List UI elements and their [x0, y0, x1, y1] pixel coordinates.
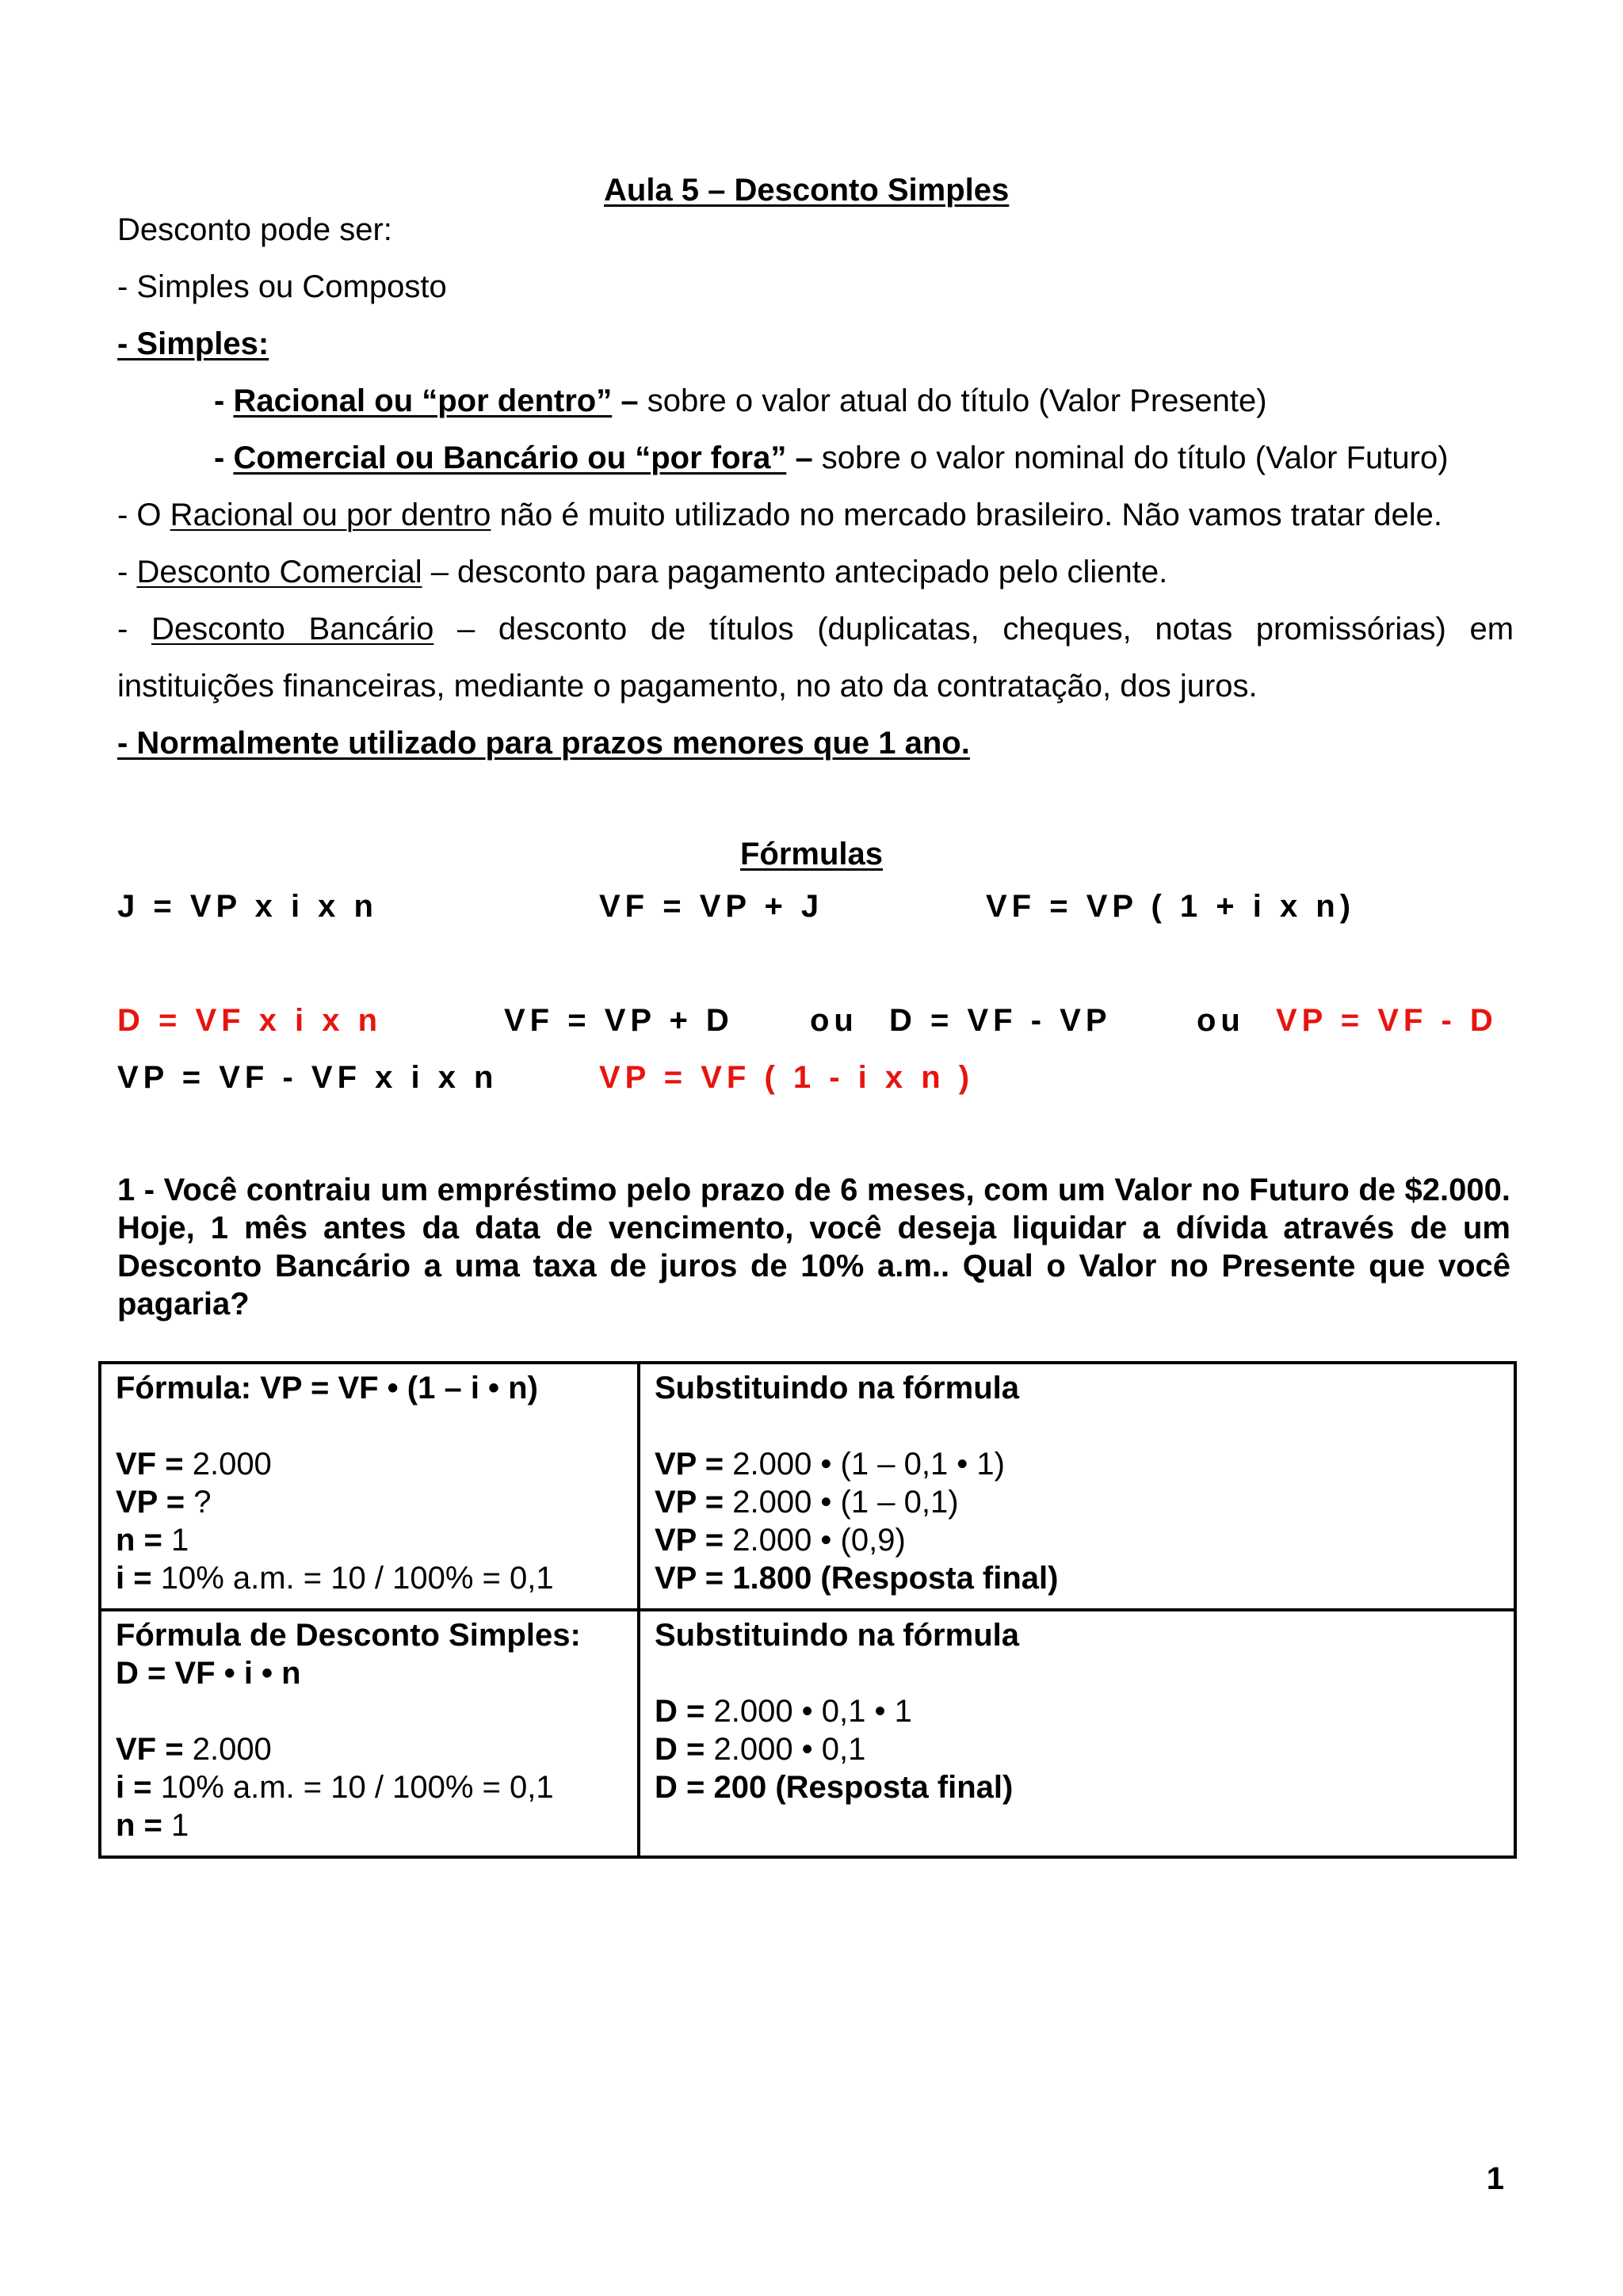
- comercial-dash: –: [786, 441, 813, 475]
- var-value: 2.000: [183, 1447, 272, 1482]
- racional-text: sobre o valor atual do título (Valor Presente): [638, 383, 1267, 418]
- cell-heading-formula: D = VF • i • n: [116, 1656, 301, 1691]
- intro-text: Desconto pode ser:: [117, 212, 392, 247]
- racional-item: [214, 382, 1267, 420]
- var-label: VF =: [116, 1447, 184, 1482]
- var-label: VP =: [116, 1485, 185, 1520]
- page-title: Aula 5 – Desconto Simples: [604, 173, 1010, 208]
- cell-heading: Substituindo na fórmula: [655, 1371, 1019, 1405]
- page-number: 1: [1486, 2161, 1504, 2196]
- cell-substitution-desconto: [639, 1610, 1515, 1857]
- comercial-item: [214, 439, 1449, 477]
- cell-line: [116, 1768, 623, 1806]
- note-prazo: - Normalmente utilizado para prazos menores que 1 ano.: [117, 726, 970, 761]
- cell-line: [116, 1559, 623, 1597]
- cell-line: [116, 1521, 623, 1559]
- solution-table: [98, 1361, 1517, 1859]
- var-label: VF =: [116, 1732, 184, 1767]
- note-bancario-line1: [117, 610, 1514, 648]
- formulas-heading: Fórmulas: [740, 837, 884, 871]
- racional-prefix: -: [214, 383, 234, 418]
- var-label: D =: [655, 1732, 705, 1767]
- cell-line: [116, 1483, 623, 1521]
- racional-term: Racional ou “por dentro”: [233, 383, 613, 418]
- formula-vf-juros-simples: VF = VP ( 1 + i x n): [986, 889, 1356, 924]
- final-answer: D = 200 (Resposta final): [655, 1770, 1014, 1805]
- formula-ou-1: ou: [810, 1003, 858, 1038]
- note-bancario-text1: – desconto de títulos (duplicatas, cheques, notas promissórias) em: [433, 612, 1514, 646]
- var-label: VP =: [655, 1447, 724, 1482]
- formula-d-vf-vp: D = VF - VP: [889, 1003, 1112, 1038]
- var-value: 2.000 • (1 – 0,1 • 1): [724, 1447, 1005, 1482]
- var-label: i =: [116, 1770, 152, 1805]
- cell-formula-desconto: [100, 1610, 639, 1857]
- note-comercial-prefix: -: [117, 555, 137, 589]
- var-value: 10% a.m. = 10 / 100% = 0,1: [151, 1561, 554, 1596]
- var-value: 2.000 • (1 – 0,1): [724, 1485, 959, 1520]
- cell-heading: Substituindo na fórmula: [655, 1618, 1019, 1653]
- var-value: 2.000 • 0,1: [705, 1732, 866, 1767]
- formula-desconto: D = VF x i x n: [117, 1003, 383, 1038]
- types-text: - Simples ou Composto: [117, 269, 447, 304]
- formula-juros: J = VP x i x n: [117, 889, 378, 924]
- note-bancario-prefix: -: [117, 612, 151, 646]
- note-racional: [117, 496, 1442, 534]
- var-label: VP =: [655, 1523, 724, 1558]
- var-label: i =: [116, 1561, 152, 1596]
- cell-line: [655, 1445, 1499, 1483]
- var-value: 1: [162, 1808, 189, 1843]
- cell-heading: Fórmula de Desconto Simples:: [116, 1618, 581, 1653]
- var-value: 1: [162, 1523, 189, 1558]
- cell-substitution-vp: [639, 1363, 1515, 1610]
- cell-formula-vp: [100, 1363, 639, 1610]
- formula-vf-vp-d: VF = VP + D: [504, 1003, 734, 1038]
- formula-vp-expanded: VP = VF - VF x i x n: [117, 1060, 498, 1095]
- simples-heading: - Simples:: [117, 326, 269, 361]
- var-value: 2.000 • (0,9): [724, 1523, 906, 1558]
- var-value: 2.000 • 0,1 • 1: [705, 1694, 912, 1729]
- comercial-term: Comercial ou Bancário ou “por fora”: [233, 441, 787, 475]
- note-bancario-term: Desconto Bancário: [151, 612, 434, 646]
- note-racional-term: Racional ou por dentro: [170, 498, 491, 532]
- problem-statement: 1 - Você contraiu um empréstimo pelo prazo de 6 meses, com um Valor no Futuro de $2.000. Hoje, 1 mês antes da data de vencimento, você deseja liquidar a dívida através de um Desconto Bancário a uma taxa de juros de 10% a.m.. Qual o Valor no Presente que você pagaria?: [117, 1173, 1510, 1322]
- comercial-prefix: -: [214, 441, 234, 475]
- table-row: [100, 1610, 1515, 1857]
- cell-line: [655, 1730, 1499, 1768]
- var-label: n =: [116, 1523, 162, 1558]
- cell-line: [655, 1483, 1499, 1521]
- note-comercial: [117, 553, 1167, 591]
- comercial-text: sobre o valor nominal do título (Valor Futuro): [812, 441, 1449, 475]
- var-label: VP =: [655, 1485, 724, 1520]
- cell-line: [655, 1521, 1499, 1559]
- var-value: ?: [185, 1485, 212, 1520]
- var-value: 2.000: [183, 1732, 272, 1767]
- cell-line: [116, 1806, 623, 1844]
- note-racional-text: não é muito utilizado no mercado brasileiro. Não vamos tratar dele.: [491, 498, 1442, 532]
- var-label: n =: [116, 1808, 162, 1843]
- formula-ou-2: ou: [1197, 1003, 1245, 1038]
- note-racional-prefix: - O: [117, 498, 170, 532]
- formula-vp-vf-d: VP = VF - D: [1276, 1003, 1498, 1038]
- cell-line: [655, 1692, 1499, 1730]
- racional-dash: –: [612, 383, 639, 418]
- formula-vp-factored: VP = VF ( 1 - i x n ): [599, 1060, 975, 1095]
- cell-heading: Fórmula: VP = VF • (1 – i • n): [116, 1371, 538, 1405]
- table-row: [100, 1363, 1515, 1610]
- cell-line: [116, 1730, 623, 1768]
- final-answer: VP = 1.800 (Resposta final): [655, 1561, 1059, 1596]
- var-label: D =: [655, 1694, 705, 1729]
- formula-vf-sum: VF = VP + J: [599, 889, 824, 924]
- note-comercial-text: – desconto para pagamento antecipado pelo cliente.: [422, 555, 1168, 589]
- note-comercial-term: Desconto Comercial: [136, 555, 422, 589]
- note-bancario-line2: instituições financeiras, mediante o pagamento, no ato da contratação, dos juros.: [117, 669, 1258, 704]
- cell-line: [116, 1445, 623, 1483]
- var-value: 10% a.m. = 10 / 100% = 0,1: [151, 1770, 554, 1805]
